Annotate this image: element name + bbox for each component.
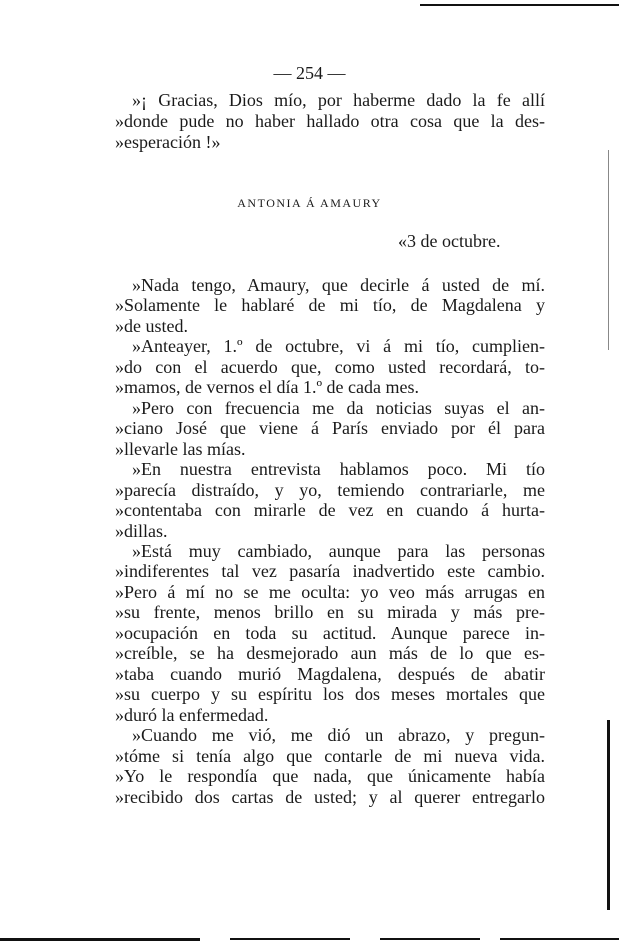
text-line: »llevarle las mías. [115, 438, 246, 459]
text-line: »ciano José que viene á París enviado por él para [115, 418, 545, 439]
text-line: »donde pude no haber hallado otra cosa que la des- [115, 111, 545, 131]
text-line: »esperación !» [115, 132, 221, 152]
text-line: »de usted. [115, 315, 188, 336]
right-edge-mark [608, 150, 609, 350]
bottom-border-rule [500, 938, 619, 940]
text-line: »do con el acuerdo que, como usted recordará, to- [115, 356, 545, 377]
top-border-rule [420, 4, 619, 6]
text-line: »Anteayer, 1.º de octubre, vi á mi tío, cumplien- [132, 336, 545, 357]
text-line: »tóme si tenía algo que contarle de mi nueva vida. [115, 745, 545, 766]
text-line: »Nada tengo, Amaury, que decirle á usted de mí. [132, 275, 545, 295]
text-line: »Está muy cambiado, aunque para las personas [132, 540, 545, 561]
page-number: — 254 — [273, 63, 346, 83]
text-line: »En nuestra entrevista hablamos poco. Mi tío [132, 459, 545, 480]
text-line: »Cuando me vió, me dió un abrazo, y pregun- [132, 725, 545, 746]
text-line: »Pero con frecuencia me da noticias suyas el an- [132, 397, 545, 418]
text-line: »duró la enfermedad. [115, 704, 269, 725]
bottom-border-rule [380, 938, 480, 940]
text-line: »dillas. [115, 520, 168, 541]
text-line: »indiferentes tal vez pasaría inadvertido este cambio. [115, 561, 545, 582]
text-line: »su cuerpo y su espíritu los dos meses mortales que [115, 684, 545, 705]
text-line: »recibido dos cartas de usted; y al querer entregarlo [115, 786, 545, 807]
text-line: »parecía distraído, y yo, temiendo contrariarle, me [115, 479, 545, 500]
bottom-border-rule [230, 938, 350, 940]
letter-heading: ANTONIA Á AMAURY [237, 196, 382, 210]
letter-date: «3 de octubre. [398, 231, 501, 251]
text-line: »contentaba con mirarle de vez en cuando á hurta- [115, 500, 545, 521]
text-line: »mamos, de vernos el día 1.º de cada mes. [115, 377, 419, 398]
text-line: »su frente, menos brillo en su mirada y más pre- [115, 602, 545, 623]
right-edge-mark [607, 720, 610, 910]
text-line: »ocupación en toda su actitud. Aunque parece in- [115, 622, 545, 643]
text-line: »taba cuando murió Magdalena, después de abatir [115, 663, 545, 684]
bottom-border-rule [0, 938, 200, 941]
text-line: »creíble, se ha desmejorado aun más de lo que es- [115, 643, 545, 664]
text-line: »Pero á mí no se me oculta: yo veo más arrugas en [115, 581, 545, 602]
text-line: »Yo le respondía que nada, que únicamente había [115, 766, 545, 787]
text-line: »¡ Gracias, Dios mío, por haberme dado la fe allí [132, 90, 545, 110]
text-line: »Solamente le hablaré de mi tío, de Magdalena y [115, 295, 545, 316]
